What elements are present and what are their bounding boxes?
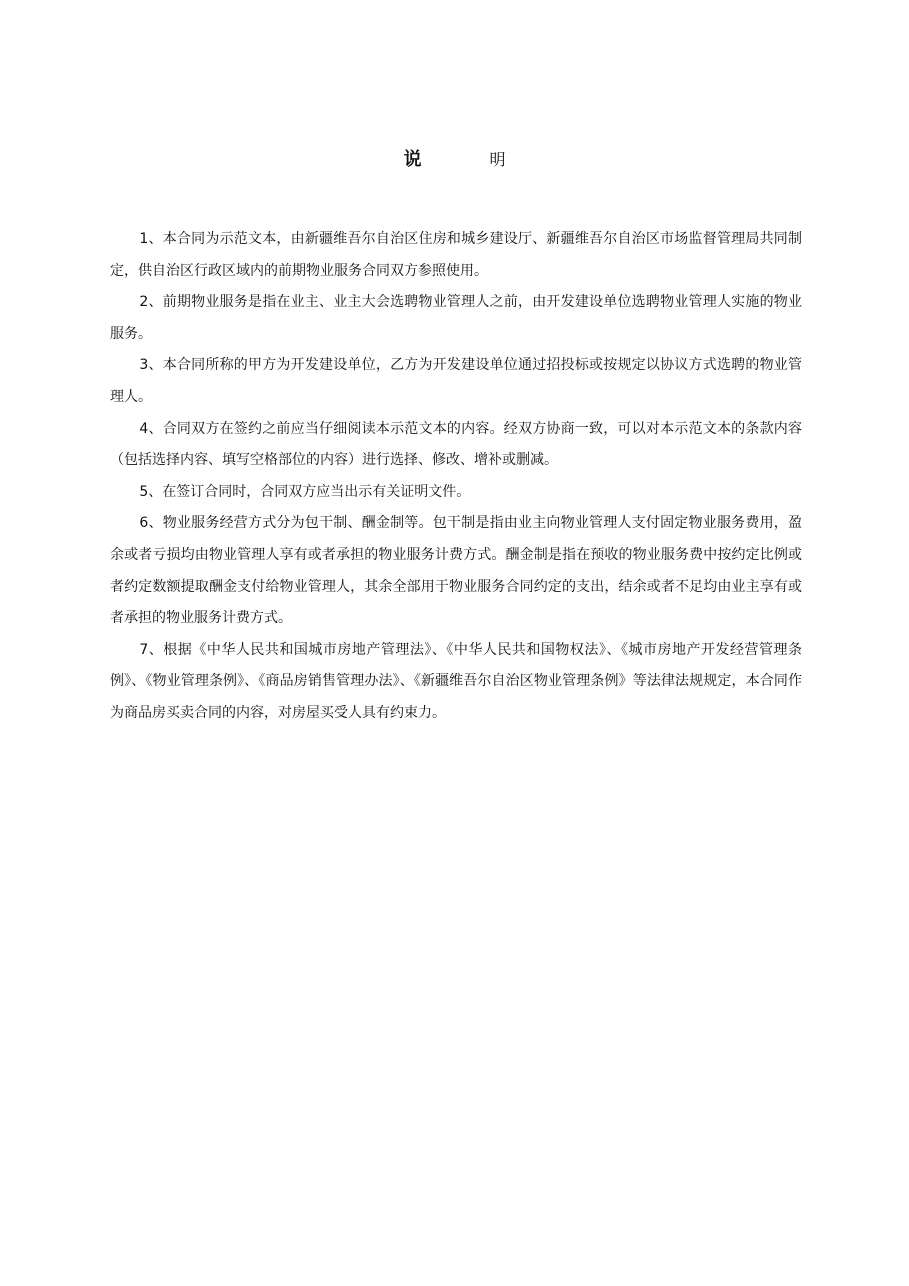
page-title	[0, 148, 909, 172]
title-char-1: 说	[403, 149, 422, 170]
title-char-2: 明	[489, 150, 506, 169]
paragraph-2: 2、前期物业服务是指在业主、业主大会选聘物业管理人之前，由开发建设单位选聘物业管理人实施的物业服务。	[110, 294, 802, 342]
instructions-body	[110, 224, 802, 730]
paragraph-5: 5、在签订合同时，合同双方应当出示有关证明文件。	[139, 483, 471, 500]
paragraph-6: 6、物业服务经营方式分为包干制、酬金制等。包干制是指由业主向物业管理人支付固定物业服务费用，盈余或者亏损均由物业管理人享有或者承担的物业服务计费方式。酬金制是指在预收的物业服务费中按约定比例或者约定数额提取酬金支付给物业管理人，其余全部用于物业服务合同约定的支出，结余或者不足均由业主享有或者承担的物业服务计费方式。	[110, 515, 802, 627]
paragraph-4: 4、合同双方在签约之前应当仔细阅读本示范文本的内容。经双方协商一致，可以对本示范文本的条款内容（包括选择内容、填写空格部位的内容）进行选择、修改、增补或删减。	[110, 420, 802, 469]
paragraph-7: 7、根据《中华人民共和国城市房地产管理法》、《中华人民共和国物权法》、《城市房地产开发经营管理条例》、《物业管理条例》、《商品房销售管理办法》、《新疆维吾尔自治区物业管理条例》等法律法规规定，本合同作为商品房买卖合同的内容，对房屋买受人具有约束力。	[110, 641, 802, 721]
paragraph-1: 1、本合同为示范文本，由新疆维吾尔自治区住房和城乡建设厅、新疆维吾尔自治区市场监督管理局共同制定，供自治区行政区域内的前期物业服务合同双方参照使用。	[110, 231, 802, 279]
paragraph-3: 3、本合同所称的甲方为开发建设单位，乙方为开发建设单位通过招投标或按规定以协议方式选聘的物业管理人。	[110, 357, 802, 405]
